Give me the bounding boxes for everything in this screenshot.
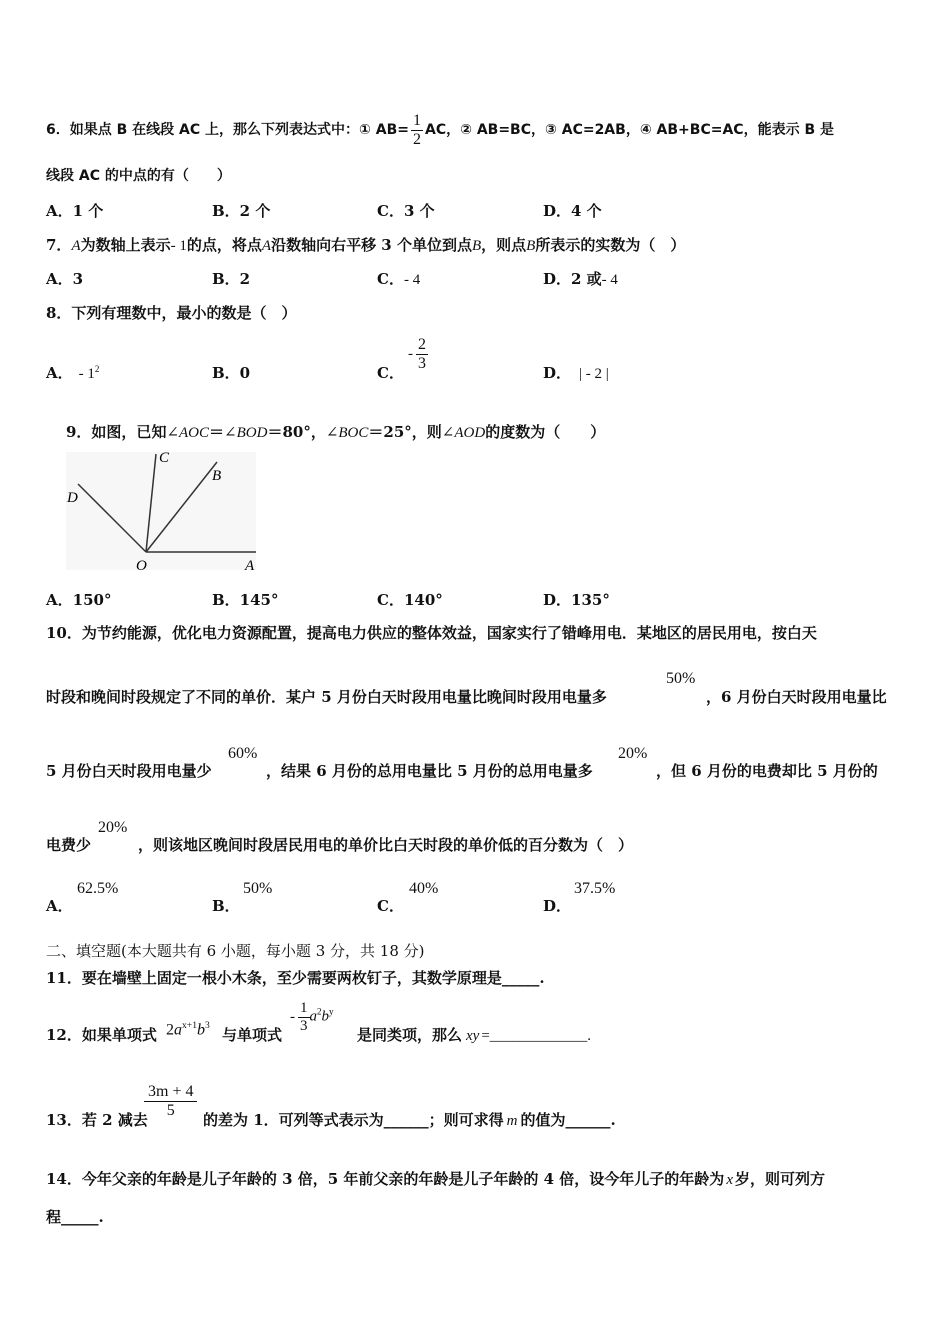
- q12-mono1-exp1: x+1: [182, 1020, 198, 1031]
- q8-option-c-fraction: [416, 336, 428, 372]
- q10-line3a: 5 月份白天时段用电量少: [46, 762, 212, 780]
- q9-option-d: D．135°: [543, 591, 610, 609]
- q12-mono1-coef: 2: [166, 1021, 174, 1039]
- q12-suffix-text: 是同类项，那么: [357, 1026, 463, 1044]
- q12-xy: xy: [466, 1028, 480, 1044]
- q14-line1a: 14．今年父亲的年龄是儿子年龄的 3 倍，5 年前父亲的年龄是儿子年龄的 4 倍，设今年儿子的年龄为: [46, 1170, 725, 1188]
- q6-suffix: AC，② AB=BC，③ AC=2AB，④ AB+BC=AC，能表示 B 是: [424, 122, 834, 139]
- q8-option-a-base: - 1: [78, 366, 95, 382]
- q8-option-c-sign: -: [408, 345, 413, 362]
- q7-neg-one: - 1: [170, 238, 187, 254]
- q8-option-d: [543, 362, 609, 383]
- q12-mono1-var-b: b: [197, 1021, 206, 1039]
- q10-option-a-label: A．: [46, 897, 73, 915]
- q7-var-a2: A: [261, 238, 272, 254]
- q9-figure: [64, 446, 260, 576]
- q14-line1: [46, 1168, 825, 1189]
- q9-expr1: ∠AOC: [166, 425, 210, 441]
- q7-option-d-value: - 4: [601, 272, 618, 288]
- q10-line4b: ，则该地区晚间时段居民用电的单价比白天时段的单价低的百分数为（ ）: [138, 836, 634, 854]
- q7-text4: ，则点: [481, 236, 527, 254]
- q13-mid: 的差为 1．可列等式表示为______；则可求得: [203, 1111, 504, 1129]
- q10-line2b: ，6 月份白天时段用电量比: [706, 688, 887, 706]
- q12-mono2-exp2: y: [329, 1006, 334, 1017]
- q13-prefix: 13．若 2 减去: [46, 1111, 148, 1129]
- q14-var-x: x: [726, 1172, 733, 1188]
- q8-frac-num: 2: [418, 336, 426, 353]
- section-2-heading: 二、填空题(本大题共有 6 小题，每小题 3 分，共 18 分): [46, 942, 425, 960]
- q13-frac-den: 5: [166, 1101, 175, 1119]
- q12-mono2-fraction: [298, 1000, 310, 1034]
- q12-mono2-den: 3: [300, 1017, 308, 1034]
- q7-option-c: [377, 268, 420, 289]
- q10-line1: 10．为节约能源，优化电力资源配置，提高电力供应的整体效益，国家实行了错峰用电．某地区的居民用电，按白天: [46, 624, 817, 642]
- q8-option-c-value: [408, 336, 428, 372]
- q10-option-b-value: 50%: [243, 880, 273, 897]
- q9-option-b: B．145°: [212, 591, 279, 609]
- q10-option-d-label: D．: [543, 897, 572, 915]
- q7-var-b2: B: [526, 238, 536, 254]
- q6-line2: 线段 AC 的中点的有（ ）: [46, 168, 231, 184]
- q7-option-c-value: - 4: [403, 272, 421, 288]
- q12-mono2-num: 1: [300, 1000, 308, 1016]
- q7-text2: 的点，将点: [186, 236, 262, 254]
- label-o: O: [136, 558, 147, 574]
- q7-option-d-label: D．2 或: [543, 270, 602, 288]
- q8-option-a-exponent: 2: [94, 364, 100, 374]
- q9-expr4: ∠AOD: [441, 425, 486, 441]
- q7-number: 7．: [46, 236, 72, 254]
- q6-prefix: 6．如果点 B 在线段 AC 上，那么下列表达式中：① AB=: [46, 122, 409, 139]
- q12-mono1-var-a: a: [174, 1021, 182, 1039]
- q12-mono2-var-a: a: [309, 1008, 317, 1025]
- q12-mono1-exp2: 3: [205, 1020, 210, 1031]
- q12-answer-blank: =_____________.: [481, 1028, 592, 1044]
- q10-percent-4: 20%: [98, 819, 128, 836]
- q9-eq: ＝: [209, 423, 225, 441]
- q10-line3c: ，但 6 月份的电费却比 5 月份的: [656, 762, 878, 780]
- q10-option-c-label: C．: [377, 897, 404, 915]
- q8-option-a-label: A．: [46, 364, 73, 382]
- q10-percent-3: 20%: [618, 745, 648, 762]
- q8-stem: 8．下列有理数中，最小的数是（ ）: [46, 304, 297, 322]
- q12-mono2-var-b: b: [321, 1008, 329, 1025]
- q14-line1b: 岁，则可列方: [734, 1170, 825, 1188]
- q6-option-c: C．3 个: [377, 202, 435, 220]
- angle-diagram: [64, 446, 260, 576]
- q7-text5: 所表示的实数为（ ）: [535, 236, 686, 254]
- q10-percent-1: 50%: [666, 670, 696, 687]
- label-b: B: [212, 468, 222, 484]
- q9-expr2: ∠BOD: [224, 425, 268, 441]
- q12-suffix: [357, 1024, 591, 1045]
- q6-option-b: B．2 个: [212, 202, 271, 220]
- q9-option-a: A．150°: [46, 591, 112, 609]
- q9-val1: ＝80°，: [267, 423, 326, 441]
- q13-suffix: 的值为______.: [520, 1111, 616, 1129]
- label-d: D: [67, 490, 78, 506]
- q12-mono2-sign: -: [290, 1008, 295, 1025]
- q7-text3: 沿数轴向右平移 3 个单位到点: [271, 236, 472, 254]
- q6-option-d: D．4 个: [543, 202, 602, 220]
- label-a: A: [245, 558, 255, 574]
- q9-stem: [66, 421, 605, 442]
- q7-option-d: [543, 268, 618, 289]
- q9-expr3: ∠BOC: [325, 425, 369, 441]
- q9-option-c: C．140°: [377, 591, 443, 609]
- q8-option-d-label: D．: [543, 364, 572, 382]
- q10-option-a-value: 62.5%: [77, 880, 119, 897]
- q11-stem: 11．要在墙壁上固定一根小木条，至少需要两枚钉子，其数学原理是_____.: [46, 969, 545, 987]
- q8-option-d-value: | - 2 |: [579, 366, 609, 382]
- q13-var-m: m: [506, 1113, 518, 1129]
- q7-option-c-label: C．: [377, 270, 404, 288]
- label-c: C: [159, 450, 170, 466]
- q12-monomial-2: [290, 1000, 334, 1034]
- q10-option-c-value: 40%: [409, 880, 439, 897]
- q10-line4a: 电费少: [46, 836, 92, 854]
- q12-prefix: 12．如果单项式: [46, 1026, 157, 1044]
- q6-option-a: A．1 个: [46, 202, 104, 220]
- q12-mid: 与单项式: [222, 1026, 283, 1044]
- q7-option-a: A．3: [46, 270, 84, 288]
- q13-rest: [203, 1109, 616, 1130]
- q10-line3b: ，结果 6 月份的总用电量比 5 月份的总用电量多: [266, 762, 593, 780]
- q13-fraction: [144, 1083, 197, 1119]
- q6-frac-num: 1: [412, 112, 421, 129]
- q12-monomial-1: [166, 1020, 210, 1039]
- q6-fraction: [411, 112, 423, 148]
- q7-option-b: B．2: [212, 270, 251, 288]
- q14-line2: 程_____.: [46, 1208, 104, 1226]
- q7-stem: [46, 234, 685, 255]
- q8-option-c-label: C．: [377, 364, 404, 382]
- q6-frac-den: 2: [412, 130, 421, 148]
- q7-text1: 为数轴上表示: [80, 236, 171, 254]
- q8-frac-den: 3: [418, 354, 426, 372]
- q9-prefix: 9．如图，已知: [66, 423, 167, 441]
- q7-var-b: B: [471, 238, 482, 254]
- q9-suffix: 的度数为（ ）: [485, 423, 606, 441]
- q10-percent-2: 60%: [228, 745, 258, 762]
- q12-mono2-exp1: 2: [317, 1006, 322, 1017]
- q8-option-b: B．0: [212, 364, 251, 382]
- q10-line2a: 时段和晚间时段规定了不同的单价．某户 5 月份白天时段用电量比晚间时段用电量多: [46, 688, 607, 706]
- q7-var-a: A: [71, 238, 81, 254]
- q6-line1: [46, 112, 834, 148]
- q9-val2: ＝25°，则: [368, 423, 442, 441]
- q8-option-a: [46, 362, 99, 383]
- q10-option-b-label: B．: [212, 897, 240, 915]
- q10-option-d-value: 37.5%: [574, 880, 616, 897]
- q13-frac-num: 3m + 4: [144, 1083, 197, 1102]
